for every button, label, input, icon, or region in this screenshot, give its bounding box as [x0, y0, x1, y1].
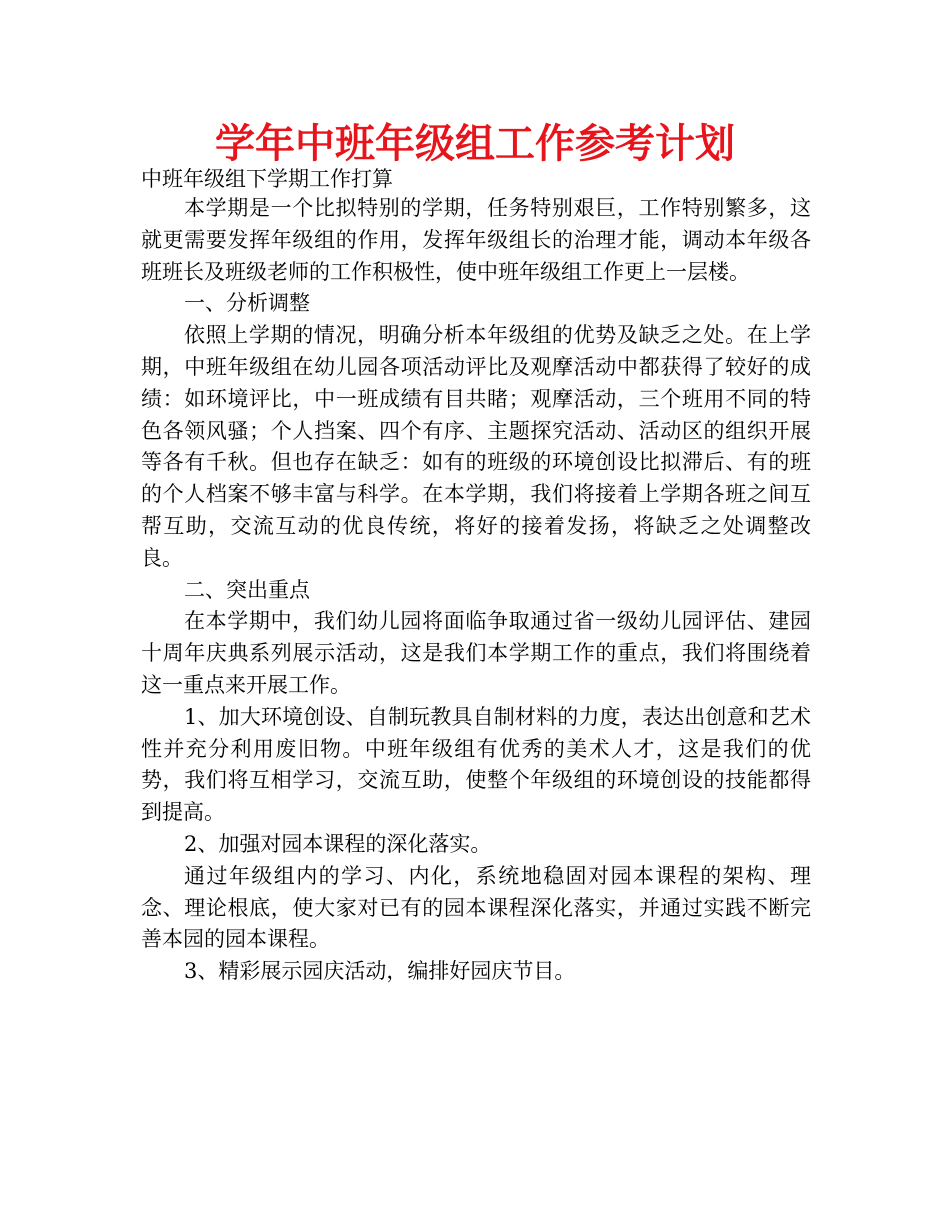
section-heading-analysis: 一、分析调整: [184, 291, 310, 316]
document-title: 学年中班年级组工作参考计划: [215, 121, 735, 167]
paragraph-intro: 本学期是一个比拟特别的学期，任务特别艰巨，工作特别繁多，这就更需要发挥年级组的作用，发挥年级组长的治理才能，调动本年级各班班长及班级老师的工作积极性，使中班年级组工作更上一层楼。: [141, 196, 811, 284]
paragraph-item-3: 3、精彩展示园庆活动，编排好园庆节目。: [184, 959, 576, 984]
paragraph-analysis: 依照上学期的情况，明确分析本年级组的优势及缺乏之处。在上学期，中班年级组在幼儿园各项活动评比及观摩活动中都获得了较好的成绩：如环境评比，中一班成绩有目共睹；观摩活动，三个班用不同的特色各领风骚；个人挡案、四个有序、主题探究活动、活动区的组织开展等各有千秋。但也存在缺乏：如有的班级的环境创设比拟滞后、有的班的个人档案不够丰富与科学。在本学期，我们将接着上学期各班之间互帮互助，交流互动的优良传统，将好的接着发扬，将缺乏之处调整改良。: [141, 323, 811, 570]
document-body: [141, 166, 811, 988]
paragraph-item-1: 1、加大环境创设、自制玩教具自制材料的力度，表达出创意和艺术性并充分利用废旧物。中班年级组有优秀的美术人才，这是我们的优势，我们将互相学习，交流互助，使整个年级组的环境创设的技能都得到提高。: [141, 704, 811, 825]
paragraph-item-2-detail: 通过年级组内的学习、内化，系统地稳固对园本课程的架构、理念、理论根底，使大家对已有的园本课程深化落实，并通过实践不断完善本园的园本课程。: [141, 863, 811, 952]
document-subtitle: 中班年级组下学期工作打算: [141, 167, 393, 191]
paragraph-focus: 在本学期中，我们幼儿园将面临争取通过省一级幼儿园评估、建园十周年庆典系列展示活动，这是我们本学期工作的重点，我们将围绕着这一重点来开展工作。: [141, 609, 811, 697]
section-heading-focus: 二、突出重点: [184, 577, 310, 602]
paragraph-item-2: 2、加强对园本课程的深化落实。: [184, 831, 492, 856]
